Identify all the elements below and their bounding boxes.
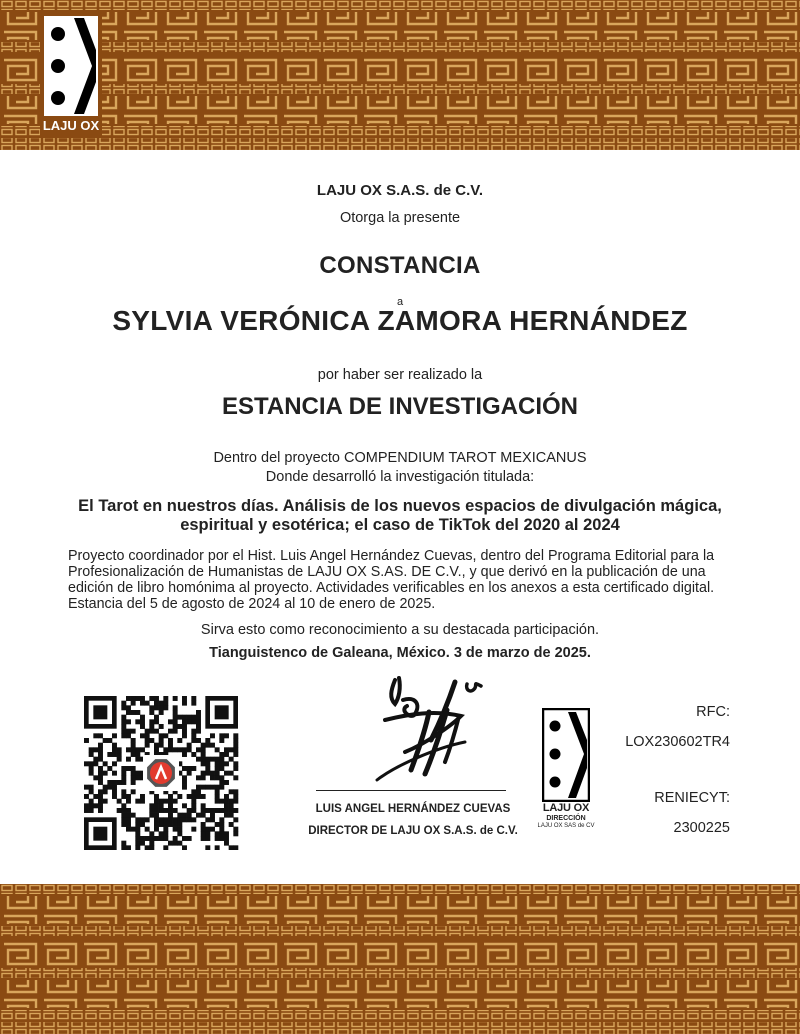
- place-date: Tianguistenco de Galeana, México. 3 de marzo de 2025.: [209, 645, 591, 661]
- research-intro: Donde desarrolló la investigación titulada:: [265, 469, 535, 485]
- signatory-name: LUIS ANGEL HERNÁNDEZ CUEVAS: [315, 803, 511, 815]
- logo-label: LAJU OX: [42, 118, 100, 133]
- reniecyt-value: 2300225: [673, 820, 730, 836]
- reason-text: por haber ser realizado la: [317, 367, 483, 383]
- research-title: El Tarot en nuestros días. Análisis de los nuevos espacios de divulgación mágica, espiritual y esotérica; el caso de TikTok del 2020 al 2024: [78, 497, 722, 534]
- signatory-role: DIRECTOR DE LAJU OX S.A.S. de C.V.: [308, 825, 518, 837]
- footer-band: [0, 884, 800, 1034]
- recipient-name: SYLVIA VERÓNICA ZAMORA HERNÁNDEZ: [112, 305, 688, 336]
- handwritten-signature: [355, 670, 515, 790]
- seal-name: LAJU OX: [542, 802, 590, 814]
- project-description: Proyecto coordinador por el Hist. Luis Angel Hernández Cuevas, dentro del Programa Editorial para la Profesionalización de Humanistas de LAJU OX S.AS. DE C.V., y que derivó en la publicación de una edición de libro homónima al proyecto. Actividades verificables en los anexos a esta certificado digital. Estancia del 5 de agosto de 2024 al 10 de enero de 2025.: [68, 548, 715, 612]
- to-connector: a: [396, 296, 404, 308]
- grants-text: Otorga la presente: [339, 210, 461, 226]
- issuer-name: LAJU OX S.A.S. de C.V.: [316, 182, 484, 199]
- laju-ox-seal-logo: [542, 708, 590, 816]
- seal-line1: DIRECCIÓN: [546, 815, 586, 822]
- document-type-title: CONSTANCIA: [319, 252, 481, 279]
- rfc-label: RFC:: [696, 704, 730, 720]
- greek-key-pattern-top: [0, 0, 800, 150]
- greek-key-pattern-bottom: [0, 884, 800, 1034]
- project-line: Dentro del proyecto COMPENDIUM TAROT MEXICANUS: [213, 450, 587, 466]
- seal-line2: LAJU OX SAS de CV: [537, 823, 595, 829]
- signature-line: [316, 790, 506, 791]
- qr-code[interactable]: [82, 696, 240, 850]
- laju-ox-logo: [40, 12, 102, 138]
- reniecyt-label: RENIECYT:: [654, 790, 730, 806]
- rfc-value: LOX230602TR4: [625, 734, 730, 750]
- header-band: [0, 0, 800, 150]
- activity-title: ESTANCIA DE INVESTIGACIÓN: [221, 393, 579, 420]
- recognition-text: Sirva esto como reconocimiento a su destacada participación.: [200, 622, 600, 638]
